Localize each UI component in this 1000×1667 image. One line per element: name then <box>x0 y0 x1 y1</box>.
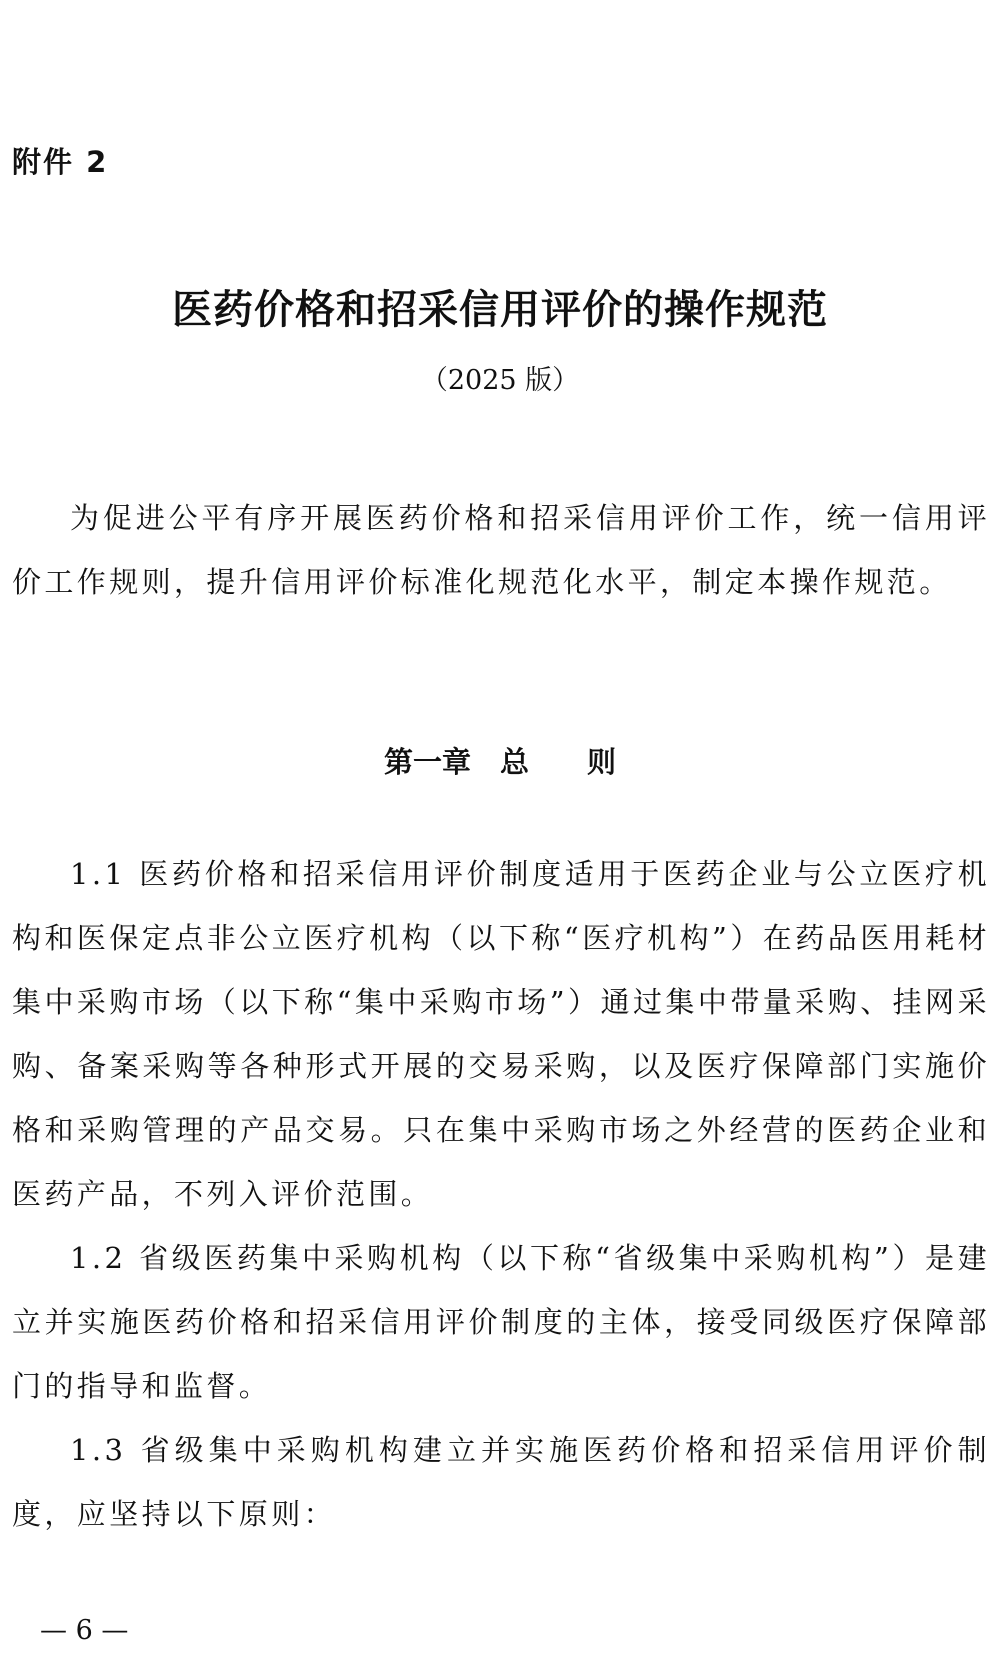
intro-paragraph: 为促进公平有序开展医药价格和招采信用评价工作，统一信用评价工作规则，提升信用评价标准化规范化水平，制定本操作规范。 <box>12 501 990 599</box>
chapter-body <box>12 842 990 1546</box>
document-title: 医药价格和招采信用评价的操作规范 <box>172 286 828 333</box>
page-number: — 6 — <box>40 1615 129 1646</box>
attachment-label: 附件 2 <box>12 145 109 179</box>
document-version: （2025 版） <box>420 365 580 396</box>
paragraph-1-3: 1.3 省级集中采购机构建立并实施医药价格和招采信用评价制度，应坚持以下原则： <box>12 1433 990 1531</box>
chapter-heading: 第一章 总 则 <box>383 745 616 779</box>
paragraph-1-2: 1.2 省级医药集中采购机构（以下称“省级集中采购机构”）是建立并实施医药价格和招采信用评价制度的主体，接受同级医疗保障部门的指导和监督。 <box>12 1241 990 1403</box>
paragraph-1-1: 1.1 医药价格和招采信用评价制度适用于医药企业与公立医疗机构和医保定点非公立医疗机构（以下称“医疗机构”）在药品医用耗材集中采购市场（以下称“集中采购市场”）通过集中带量采购、挂网采购、备案采购等各种形式开展的交易采购，以及医疗保障部门实施价格和采购管理的产品交易。只在集中采购市场之外经营的医药企业和医药产品，不列入评价范围。 <box>12 857 990 1211</box>
intro-section <box>12 486 990 614</box>
